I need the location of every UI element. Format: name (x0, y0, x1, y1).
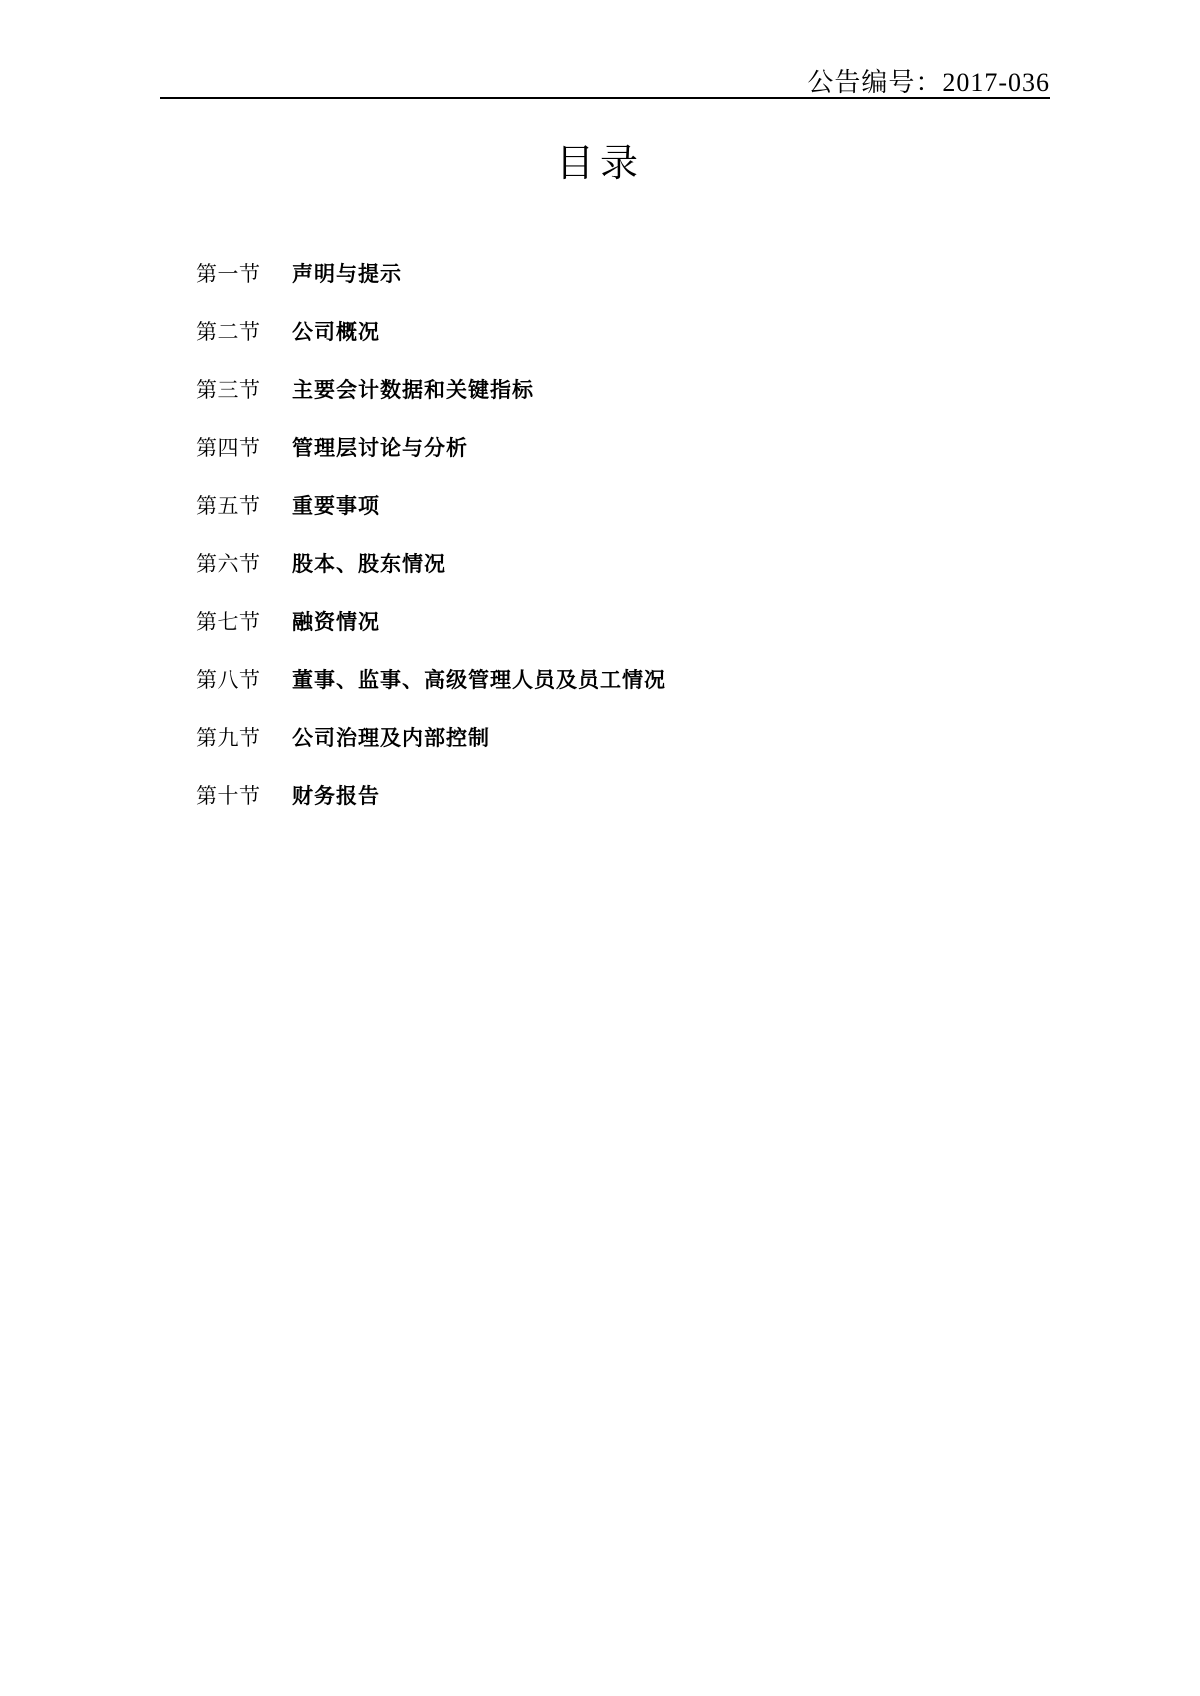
toc-section-label: 股本、股东情况 (292, 553, 446, 576)
toc-section-label: 融资情况 (292, 611, 380, 634)
announcement-number: 公告编号：2017-036 (807, 68, 1050, 97)
toc-section-number: 第十节 (196, 785, 261, 808)
toc-section-label: 公司概况 (292, 321, 380, 344)
toc-section-number: 第一节 (196, 263, 261, 286)
toc-entry-9[interactable] (196, 722, 1036, 780)
toc-section-label: 声明与提示 (292, 263, 402, 286)
toc-entry-1[interactable] (196, 258, 1036, 316)
toc-section-label: 重要事项 (292, 495, 380, 518)
toc-section-label: 主要会计数据和关键指标 (292, 379, 534, 402)
table-of-contents (196, 258, 1036, 838)
document-header (160, 62, 1050, 99)
toc-section-label: 管理层讨论与分析 (292, 437, 468, 460)
toc-section-number: 第八节 (196, 669, 261, 692)
toc-entry-7[interactable] (196, 606, 1036, 664)
toc-section-number: 第九节 (196, 727, 261, 750)
toc-section-number: 第三节 (196, 379, 261, 402)
toc-entry-6[interactable] (196, 548, 1036, 606)
header-divider (160, 97, 1050, 99)
toc-section-label: 财务报告 (292, 785, 380, 808)
page-title: 目录 (555, 143, 644, 185)
toc-section-number: 第四节 (196, 437, 261, 460)
toc-entry-8[interactable] (196, 664, 1036, 722)
toc-section-number: 第五节 (196, 495, 261, 518)
toc-section-label: 公司治理及内部控制 (292, 727, 490, 750)
toc-section-label: 董事、监事、高级管理人员及员工情况 (292, 669, 666, 692)
toc-section-number: 第七节 (196, 611, 261, 634)
toc-entry-5[interactable] (196, 490, 1036, 548)
toc-entry-10[interactable] (196, 780, 1036, 838)
toc-section-number: 第二节 (196, 321, 261, 344)
toc-entry-2[interactable] (196, 316, 1036, 374)
toc-entry-4[interactable] (196, 432, 1036, 490)
toc-section-number: 第六节 (196, 553, 261, 576)
toc-entry-3[interactable] (196, 374, 1036, 432)
